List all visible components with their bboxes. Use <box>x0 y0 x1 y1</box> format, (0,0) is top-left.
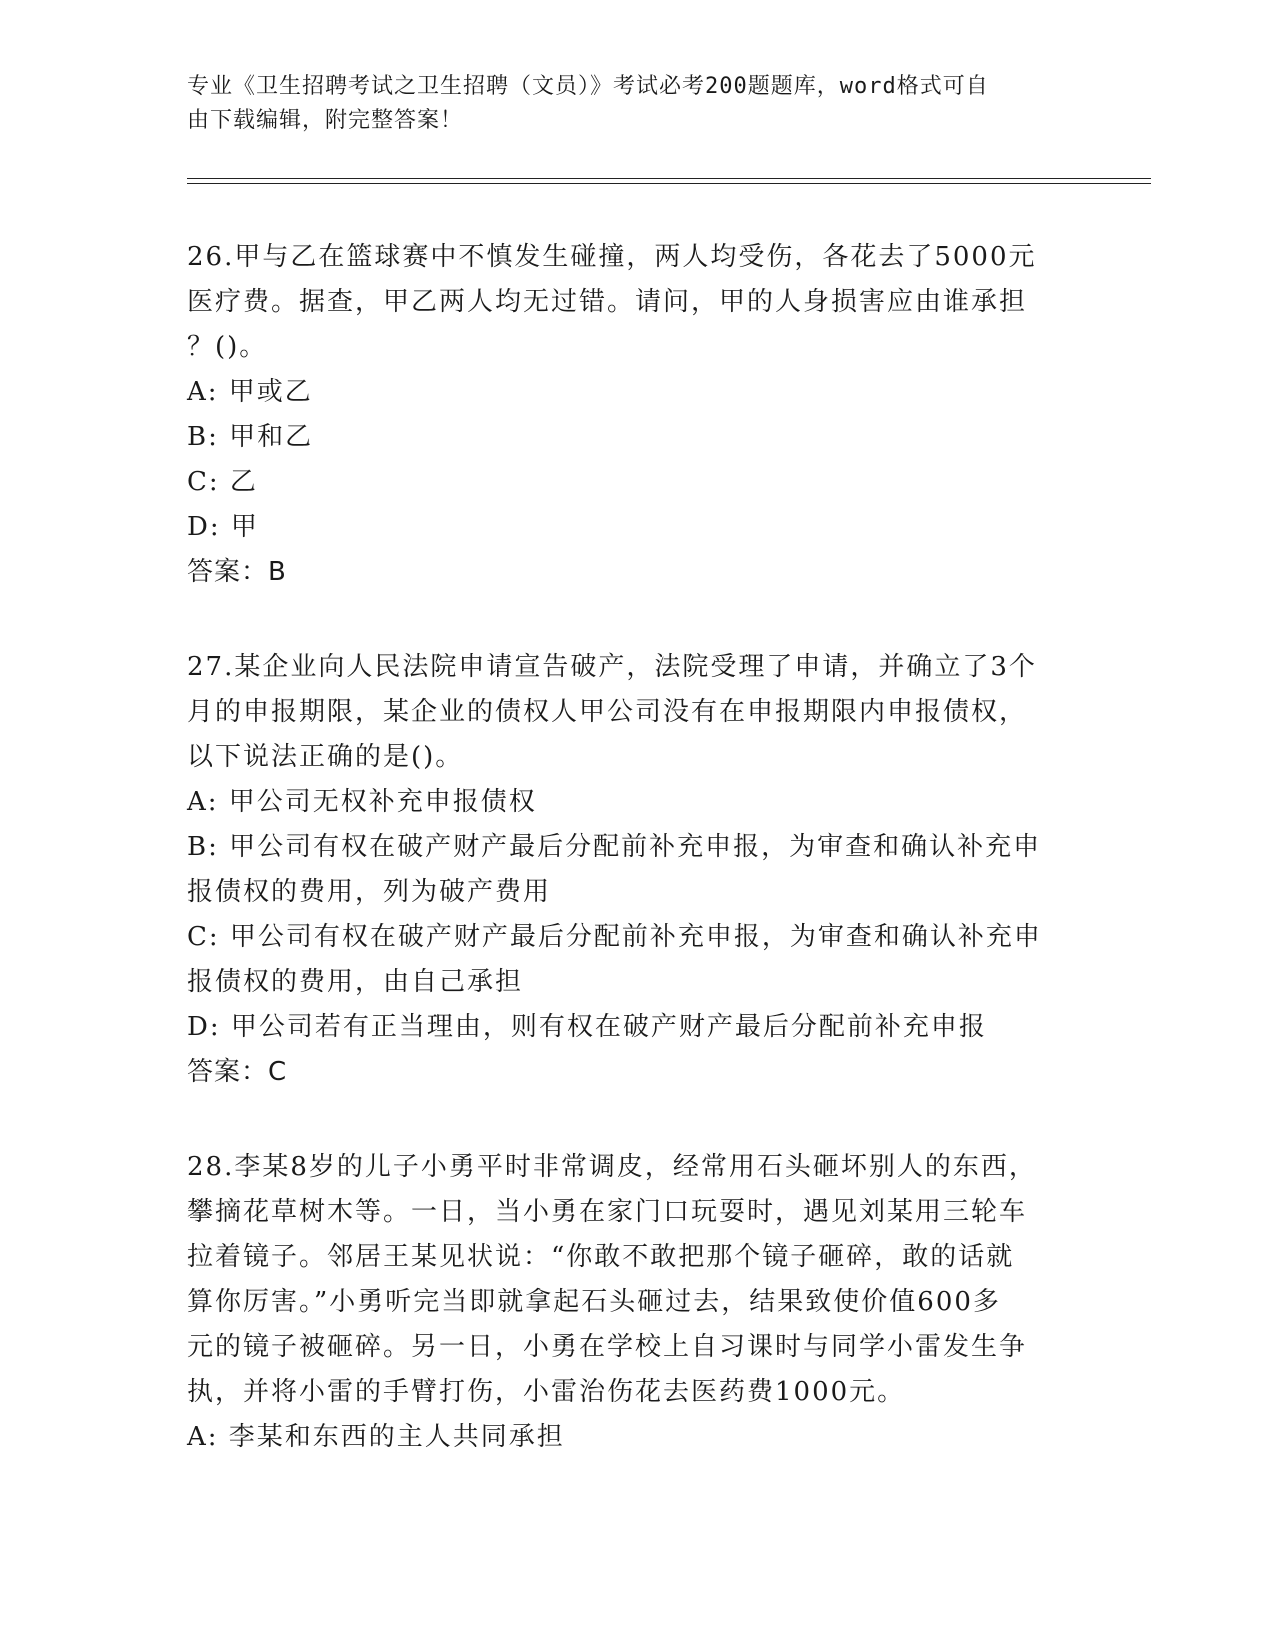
header-line-2: 由下载编辑，附完整答案！ <box>187 108 464 133</box>
question-stem-line: 元的镜子被砸碎。另一日，小勇在学校上自习课时与同学小雷发生争 <box>187 1332 1028 1362</box>
question-stem-line: 以下说法正确的是()。 <box>187 742 464 772</box>
question-stem-line: 月的申报期限，某企业的债权人甲公司没有在申报期限内申报债权， <box>187 697 1028 727</box>
question-stem-line: 拉着镜子。邻居王某见状说：“你敢不敢把那个镜子砸碎，敢的话就 <box>187 1242 1015 1272</box>
question-stem-line: 医疗费。据查，甲乙两人均无过错。请问，甲的人身损害应由谁承担 <box>187 287 1028 317</box>
option-a: A: 李某和东西的主人共同承担 <box>187 1422 565 1452</box>
document-header <box>187 70 1067 138</box>
header-divider-bottom <box>187 183 1151 184</box>
question-stem-line: ？()。 <box>187 332 268 362</box>
option-c: C: 甲公司有权在破产财产最后分配前补充申报，为审查和确认补充申 <box>187 922 1042 952</box>
header-line-1: 专业《卫生招聘考试之卫生招聘（文员）》考试必考200题题库，word格式可自 <box>187 74 989 99</box>
question-stem-line: 执，并将小雷的手臂打伤，小雷治伤花去医药费1000元。 <box>187 1377 906 1407</box>
question-stem-line: 27.某企业向人民法院申请宣告破产，法院受理了申请，并确立了3个 <box>187 652 1037 682</box>
answer: 答案：B <box>187 557 287 587</box>
answer: 答案：C <box>187 1057 288 1087</box>
option-b: B: 甲和乙 <box>187 422 314 452</box>
option-c-continued: 报债权的费用，由自己承担 <box>187 967 524 997</box>
question-stem-line: 28.李某8岁的儿子小勇平时非常调皮，经常用石头砸坏别人的东西， <box>187 1152 1037 1182</box>
option-a: A: 甲公司无权补充申报债权 <box>187 787 537 817</box>
header-divider-top <box>187 178 1151 179</box>
option-b-continued: 报债权的费用，列为破产费用 <box>187 877 552 907</box>
option-d: D: 甲公司若有正当理由，则有权在破产财产最后分配前补充申报 <box>187 1012 987 1042</box>
question-26 <box>187 235 1067 595</box>
option-a: A: 甲或乙 <box>187 377 313 407</box>
question-stem-line: 26.甲与乙在篮球赛中不慎发生碰撞，两人均受伤，各花去了5000元 <box>187 242 1037 272</box>
question-27 <box>187 645 1067 1095</box>
option-d: D: 甲 <box>187 512 259 542</box>
question-28 <box>187 1145 1067 1460</box>
question-stem-line: 算你厉害。”小勇听完当即就拿起石头砸过去，结果致使价值600多 <box>187 1287 1001 1317</box>
option-b: B: 甲公司有权在破产财产最后分配前补充申报，为审查和确认补充申 <box>187 832 1042 862</box>
question-stem-line: 攀摘花草树木等。一日，当小勇在家门口玩耍时，遇见刘某用三轮车 <box>187 1197 1028 1227</box>
option-c: C: 乙 <box>187 467 258 497</box>
